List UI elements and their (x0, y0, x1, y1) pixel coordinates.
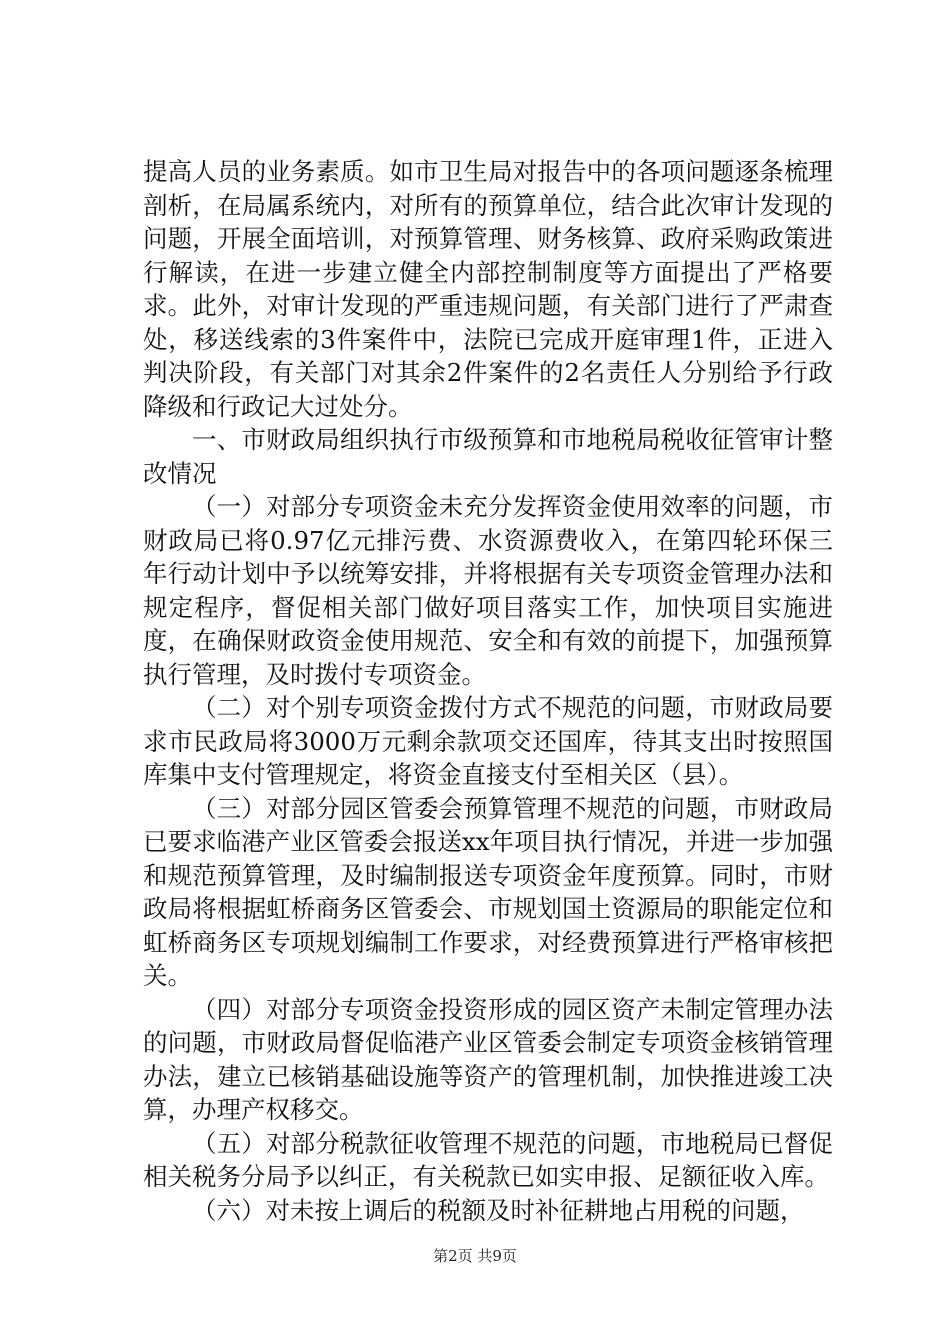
paragraph-item-3: （三）对部分园区管委会预算管理不规范的问题，市财政局已要求临港产业区管委会报送xx年项目执行情况，并进一步加强和规范预算管理，及时编制报送专项资金年度预算。同时，市财政局将根据虹桥商务区管委会、市规划国土资源局的职能定位和虹桥商务区专项规划编制工作要求，对经费预算进行严格审核把关。 (143, 793, 833, 990)
paragraph-item-6: （六）对未按上调后的税额及时补征耕地占用税的问题， (192, 1195, 805, 1225)
paragraph-item-1: （一）对部分专项资金未充分发挥资金使用效率的问题，市财政局已将0.97亿元排污费、水资源费收入，在第四轮环保三年行动计划中予以统筹安排，并将根据有关专项资金管理办法和规定程序，督促相关部门做好项目落实工作，加快项目实施进度，在确保财政资金使用规范、安全和有效的前提下，加强预算执行管理，及时拨付专项资金。 (143, 492, 833, 689)
paragraph-item-2: （二）对个别专项资金拨付方式不规范的问题，市财政局要求市民政局将3000万元剩余款项交还国库，待其支出时按照国库集中支付管理规定，将资金直接支付至相关区（县）。 (143, 693, 833, 789)
paragraph-continuation: 提高人员的业务素质。如市卫生局对报告中的各项问题逐条梳理剖析，在局属系统内，对所有的预算单位，结合此次审计发现的问题，开展全面培训，对预算管理、财务核算、政府采购政策进行解读，在进一步建立健全内部控制制度等方面提出了严格要求。此外，对审计发现的严重违规问题，有关部门进行了严肃查处，移送线索的3件案件中，法院已完成开庭审理1件，正进入判决阶段，有关部门对其余2件案件的2名责任人分别给予行政降级和行政记大过处分。 (143, 157, 833, 421)
paragraph-item-5: （五）对部分税款征收管理不规范的问题，市地税局已督促相关税务分局予以纠正，有关税款已如实申报、足额征收入库。 (143, 1128, 833, 1191)
document-body (143, 155, 833, 1227)
page-number-footer: 第2页 共9页 (433, 1247, 517, 1265)
section-heading: 一、市财政局组织执行市级预算和市地税局税收征管审计整改情况 (143, 425, 833, 488)
paragraph-item-4: （四）对部分专项资金投资形成的园区资产未制定管理办法的问题，市财政局督促临港产业区管委会制定专项资金核销管理办法，建立已核销基础设施等资产的管理机制，加快推进竣工决算，办理产权移交。 (143, 994, 833, 1124)
